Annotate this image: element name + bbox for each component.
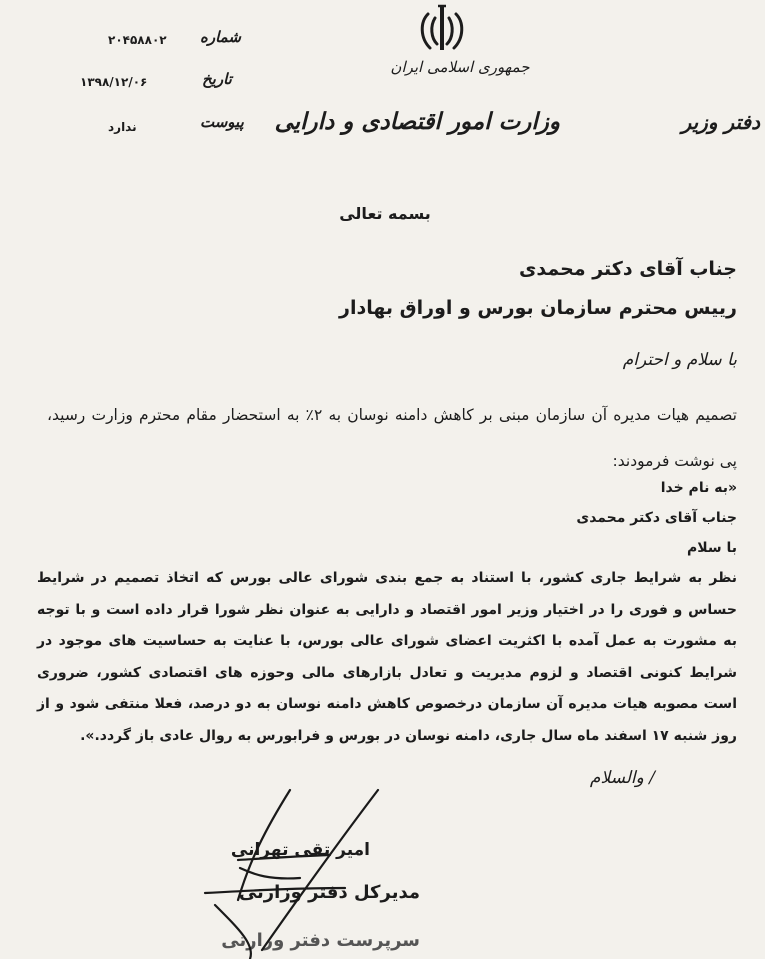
date-value: ۱۳۹۸/۱۲/۰۶	[80, 75, 148, 89]
number-value: ۲۰۴۵۸۸۰۲	[108, 33, 167, 47]
quote-body: نظر به شرایط جاری کشور، با استناد به جمع بندی شورای عالی بورس که اتخاذ تصمیم در شرایط حساس و فوری را در اختیار وزیر امور اقتصاد و دارایی به عنوان نظر شورا قرار داده است و با توجه به مشورت به عمل آمده با اکثریت اعضای شورای عالی بورس، با عنایت به حساسیت های موجود در شرایط کنونی اقتصاد و لزوم مدیریت و تعادل بازارهای مالی وحوزه های اقتصادی کشور، ضروری است مصوبه هیات مدیره آن سازمان درخصوص کاهش دامنه نوسان به دو درصد، فعلا منتفی شود و از روز شنبه ۱۷ اسفند ماه سال جاری، دامنه نوسان در بورس و فرابورس به روال عادی باز گردد.».	[37, 570, 737, 744]
intro-paragraph: تصمیم هیات مدیره آن سازمان مبنی بر کاهش دامنه نوسان به ۲٪ به استحضار مقام محترم وزارت رسید، پی نوشت فرمودند:	[47, 406, 737, 470]
addressee-line-1: جناب آقای دکتر محمدی	[519, 258, 737, 280]
quote-addressee: جناب آقای دکتر محمدی	[576, 510, 737, 526]
signatory-title: مدیرکل دفتر وزارتی	[238, 882, 420, 903]
signatory-title-faded: سرپرست دفتر وزارتی	[221, 930, 420, 951]
country-name: جمهوری اسلامی ایران	[390, 58, 530, 76]
office-name: دفتر وزیر	[681, 110, 760, 134]
date-label: تاریخ	[202, 70, 232, 88]
attachment-label: پیوست	[200, 113, 244, 131]
number-label: شماره	[200, 28, 241, 46]
attachment-value: ندارد	[108, 120, 137, 134]
quote-greeting: با سلام	[686, 540, 737, 556]
closing: / والسلام	[589, 768, 655, 788]
greeting: با سلام و احترام	[622, 350, 737, 370]
ministry-name: وزارت امور اقتصادی و دارایی	[274, 108, 560, 135]
emblem-icon	[418, 4, 466, 54]
besm-heading: بسمه تعالی	[339, 204, 431, 223]
addressee-line-2: رییس محترم سازمان بورس و اوراق بهادار	[339, 297, 737, 319]
signatory-name: امیر تقی تهرانی	[230, 840, 370, 860]
quote-open: «به نام خدا	[660, 480, 737, 496]
